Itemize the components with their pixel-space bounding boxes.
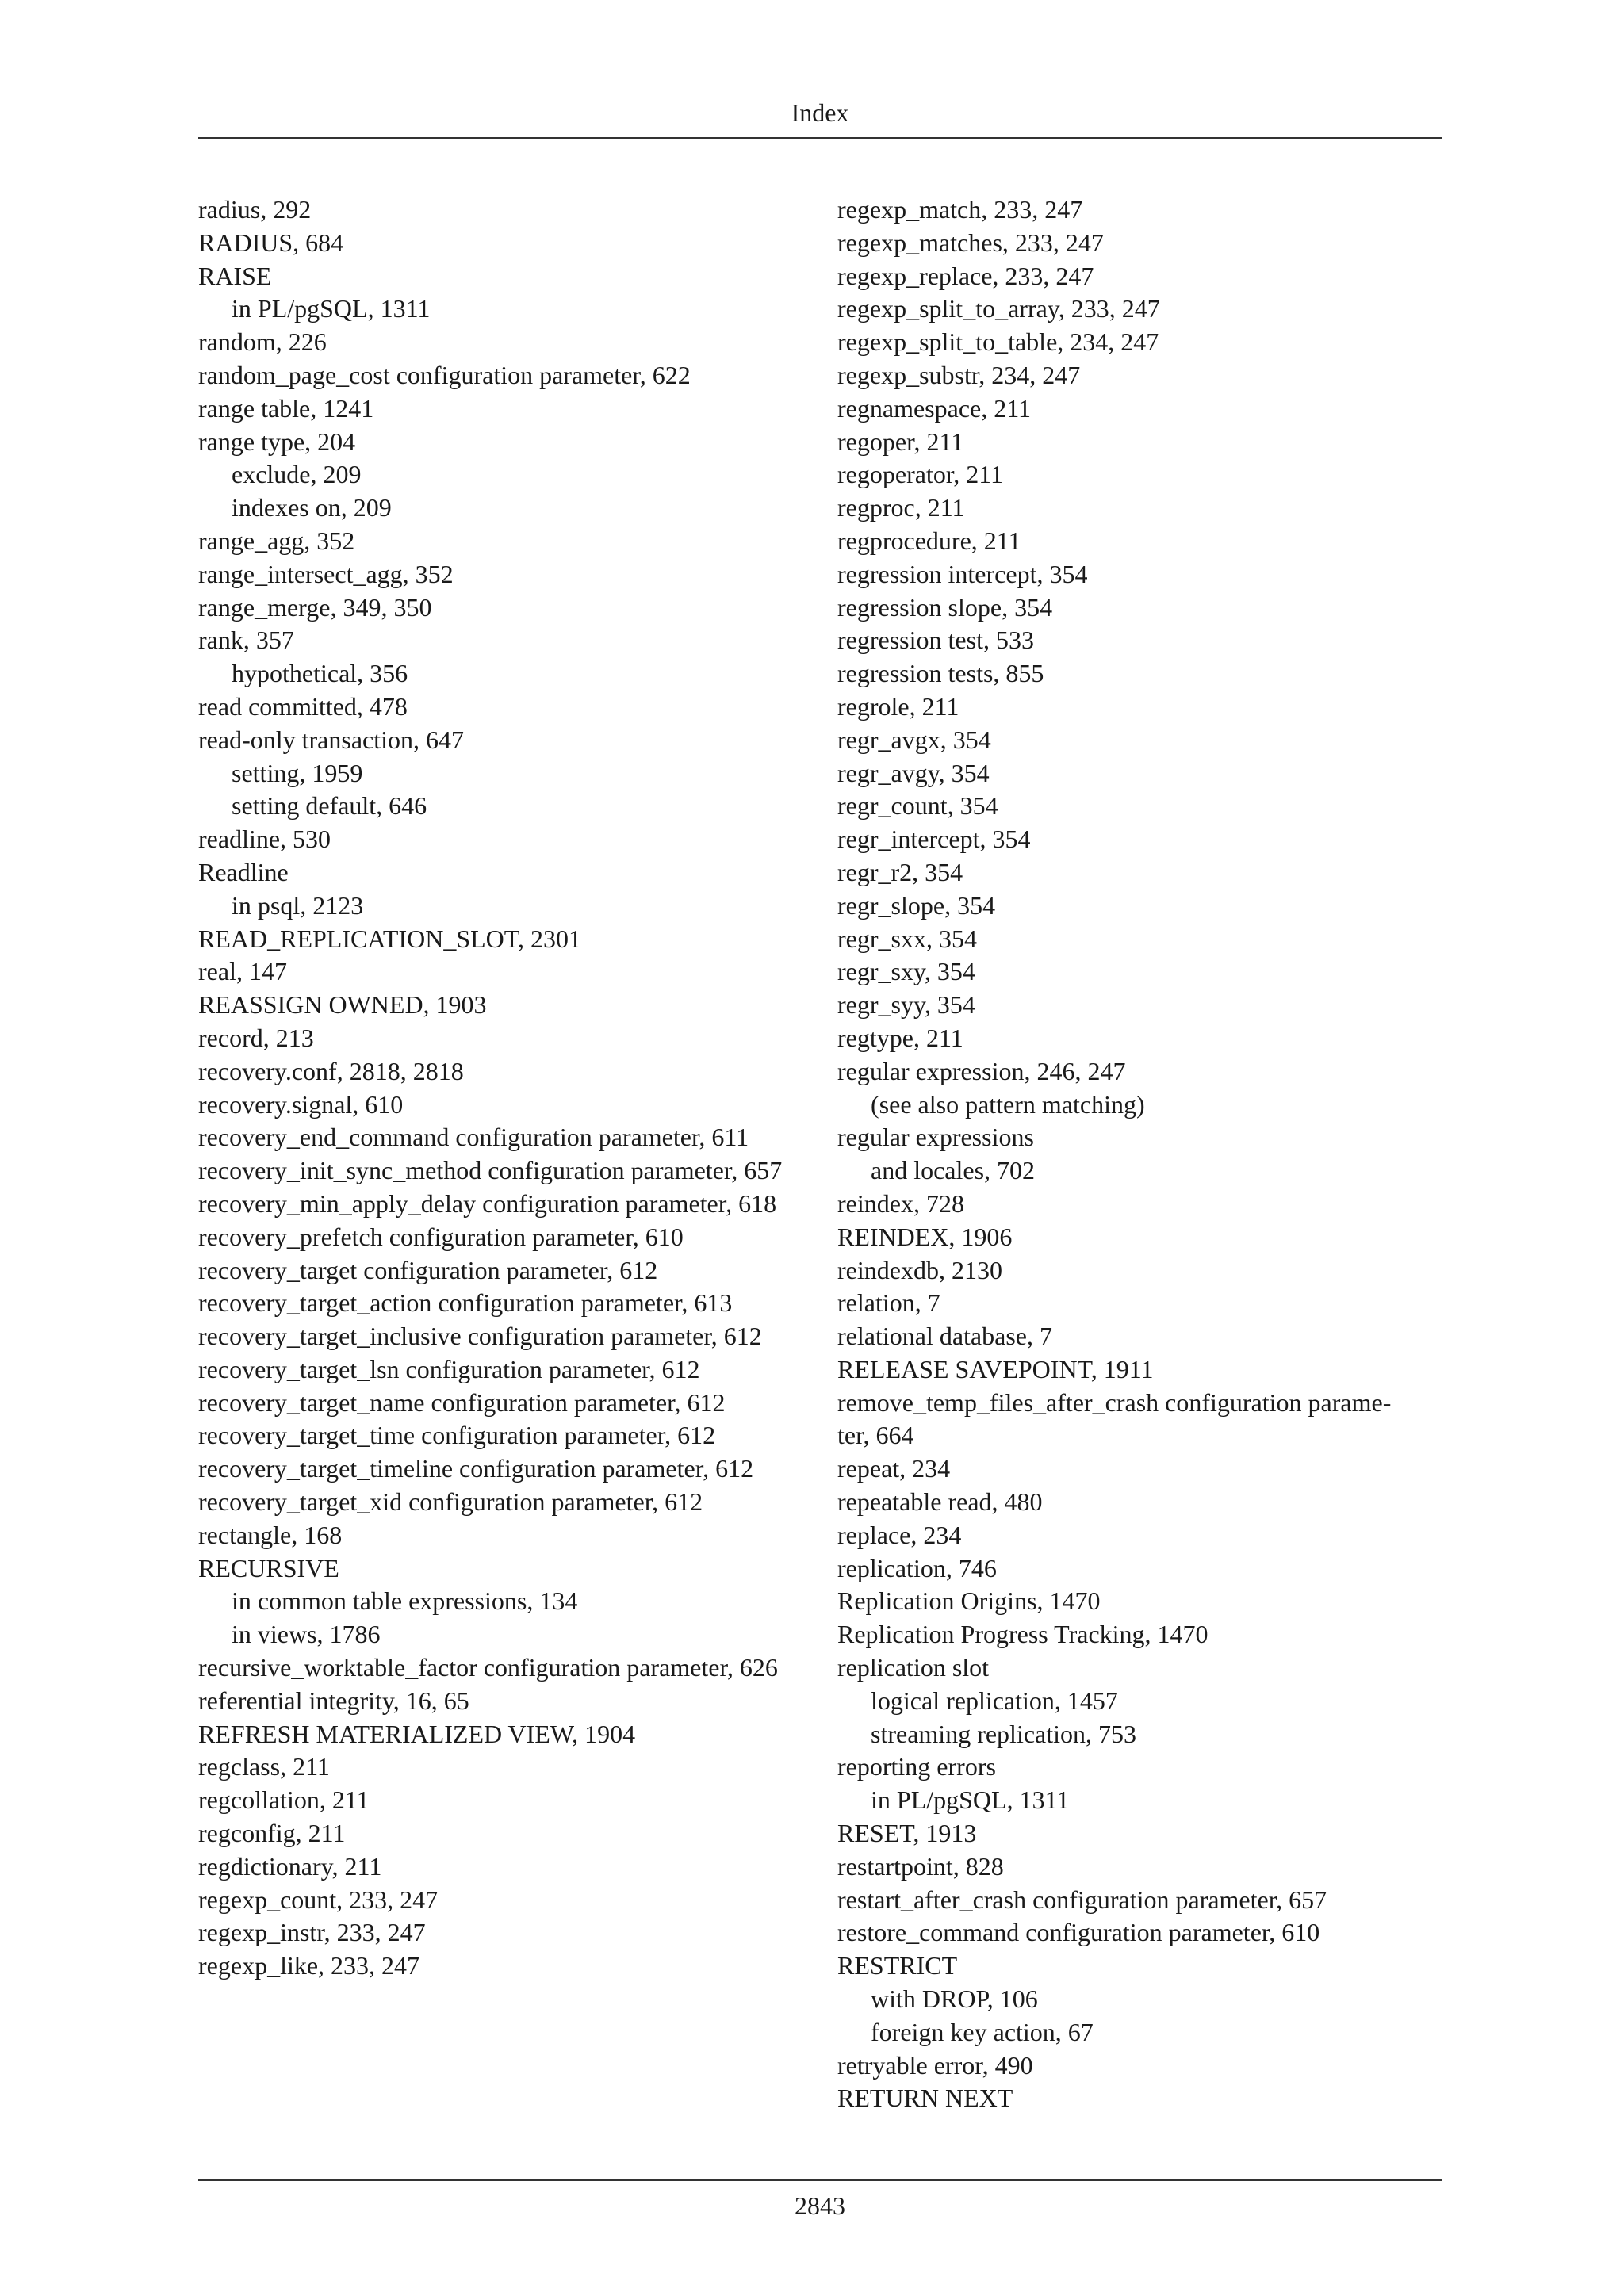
- index-entry: regular expressions: [837, 1123, 1034, 1152]
- index-entry: RAISE: [198, 261, 272, 290]
- index-entry: random_page_cost configuration parameter, 622: [198, 360, 691, 389]
- index-entry: recovery_target_inclusive configuration parameter, 612: [198, 1322, 762, 1351]
- index-entry: rank, 357: [198, 626, 294, 655]
- index-entry: reindex, 728: [837, 1188, 964, 1218]
- index-entry: regtype, 211: [837, 1023, 963, 1052]
- index-entry: RETURN NEXT: [837, 2084, 1013, 2113]
- index-subentry: setting, 1959: [232, 758, 363, 787]
- index-entry: radius, 292: [198, 195, 312, 224]
- index-subentry: in PL/pgSQL, 1311: [871, 1785, 1070, 1815]
- index-subentry: streaming replication, 753: [871, 1719, 1137, 1748]
- index-entry: regclass, 211: [198, 1752, 330, 1781]
- page-number: 2843: [795, 2191, 845, 2220]
- index-entry: regexp_split_to_table, 234, 247: [837, 327, 1159, 357]
- index-subentry: setting default, 646: [232, 791, 427, 821]
- index-entry: regprocedure, 211: [837, 526, 1021, 555]
- index-entry: READ_REPLICATION_SLOT, 2301: [198, 924, 581, 953]
- index-entry: reporting errors: [837, 1752, 996, 1781]
- index-entry: regr_slope, 354: [837, 890, 996, 920]
- index-entry: recovery.conf, 2818, 2818: [198, 1056, 464, 1085]
- footer-rule: [198, 2179, 1442, 2181]
- index-entry: relational database, 7: [837, 1322, 1052, 1351]
- index-entry: recovery_target configuration parameter, 612: [198, 1255, 658, 1284]
- index-entry: regression test, 533: [837, 626, 1034, 655]
- index-entry: referential integrity, 16, 65: [198, 1686, 469, 1715]
- index-entry: RESET, 1913: [837, 1819, 977, 1848]
- index-entry: regr_count, 354: [837, 791, 998, 821]
- index-entry: relation, 7: [837, 1288, 940, 1318]
- index-entry: regexp_matches, 233, 247: [837, 228, 1104, 257]
- index-entry: restartpoint, 828: [837, 1851, 1004, 1881]
- index-entry: regression tests, 855: [837, 659, 1044, 688]
- index-entry: RADIUS, 684: [198, 228, 344, 257]
- index-entry: regexp_match, 233, 247: [837, 195, 1083, 224]
- index-entry: regr_r2, 354: [837, 857, 963, 886]
- index-entry: range_agg, 352: [198, 526, 355, 555]
- index-entry: regr_sxx, 354: [837, 924, 977, 953]
- index-entry: regression slope, 354: [837, 592, 1053, 622]
- index-entry: range_intersect_agg, 352: [198, 559, 454, 588]
- index-entry: recovery_target_name configuration parameter, 612: [198, 1387, 726, 1417]
- index-entry: regr_intercept, 354: [837, 825, 1031, 854]
- index-entry: RESTRICT: [837, 1951, 958, 1980]
- index-subentry: exclude, 209: [232, 460, 362, 489]
- index-column-left: [198, 193, 807, 1983]
- index-entry: regexp_count, 233, 247: [198, 1885, 439, 1914]
- index-subentry: logical replication, 1457: [871, 1686, 1118, 1715]
- index-entry: regression intercept, 354: [837, 559, 1088, 588]
- index-entry: regoperator, 211: [837, 460, 1003, 489]
- index-entry: recovery_init_sync_method configuration parameter, 657: [198, 1156, 783, 1185]
- index-entry: reindexdb, 2130: [837, 1255, 1002, 1284]
- index-entry: range type, 204: [198, 427, 356, 456]
- index-entry: replication, 746: [837, 1553, 997, 1582]
- index-entry: regrole, 211: [837, 691, 959, 721]
- index-subentry: indexes on, 209: [232, 493, 392, 522]
- index-entry: RELEASE SAVEPOINT, 1911: [837, 1354, 1154, 1383]
- index-entry: repeat, 234: [837, 1454, 951, 1483]
- index-entry: replace, 234: [837, 1520, 962, 1549]
- index-entry: RECURSIVE: [198, 1553, 339, 1582]
- index-entry: regular expression, 246, 247: [837, 1056, 1126, 1085]
- index-entry: regr_syy, 354: [837, 990, 975, 1020]
- index-entry: restart_after_crash configuration parameter, 657: [837, 1885, 1327, 1914]
- index-entry: regr_sxy, 354: [837, 957, 975, 986]
- index-entry: regr_avgx, 354: [837, 725, 991, 754]
- index-subentry: in psql, 2123: [232, 890, 364, 920]
- index-column-right: [837, 193, 1446, 2115]
- index-entry: Readline: [198, 857, 289, 886]
- index-entry: regproc, 211: [837, 493, 965, 522]
- index-entry: recursive_worktable_factor configuration parameter, 626: [198, 1653, 778, 1682]
- index-subentry: in views, 1786: [232, 1620, 381, 1649]
- index-entry: remove_temp_files_after_crash configuration parame- ter, 664: [837, 1387, 1392, 1450]
- index-entry: regoper, 211: [837, 427, 964, 456]
- index-subentry: and locales, 702: [871, 1156, 1036, 1185]
- index-entry: Replication Progress Tracking, 1470: [837, 1620, 1208, 1649]
- index-entry: regdictionary, 211: [198, 1851, 382, 1881]
- index-entry: restore_command configuration parameter, 610: [837, 1918, 1320, 1947]
- index-entry: recovery_prefetch configuration parameter, 610: [198, 1222, 684, 1251]
- index-entry: regexp_like, 233, 247: [198, 1951, 420, 1980]
- index-entry: real, 147: [198, 957, 287, 986]
- index-entry: REASSIGN OWNED, 1903: [198, 990, 487, 1020]
- index-entry: recovery_target_action configuration parameter, 613: [198, 1288, 733, 1318]
- index-entry: regexp_split_to_array, 233, 247: [837, 294, 1160, 323]
- index-entry: read committed, 478: [198, 691, 408, 721]
- index-entry: REINDEX, 1906: [837, 1222, 1013, 1251]
- index-entry: record, 213: [198, 1023, 314, 1052]
- index-entry: retryable error, 490: [837, 2050, 1033, 2080]
- index-entry: regexp_replace, 233, 247: [837, 261, 1094, 290]
- index-subentry: in common table expressions, 134: [232, 1586, 578, 1616]
- index-entry: Replication Origins, 1470: [837, 1586, 1101, 1616]
- index-subentry: hypothetical, 356: [232, 659, 408, 688]
- index-entry: readline, 530: [198, 825, 331, 854]
- index-entry: random, 226: [198, 327, 327, 357]
- index-entry: recovery_target_xid configuration parameter, 612: [198, 1487, 703, 1517]
- index-entry: recovery_target_lsn configuration parameter, 612: [198, 1354, 700, 1383]
- index-entry: recovery_target_timeline configuration parameter, 612: [198, 1454, 754, 1483]
- index-entry: range table, 1241: [198, 393, 374, 423]
- index-entry: regr_avgy, 354: [837, 758, 990, 787]
- index-entry: recovery.signal, 610: [198, 1089, 404, 1119]
- index-entry: replication slot: [837, 1653, 990, 1682]
- index-entry: regexp_instr, 233, 247: [198, 1918, 426, 1947]
- index-entry: read-only transaction, 647: [198, 725, 464, 754]
- index-subentry: foreign key action, 67: [871, 2017, 1094, 2046]
- index-entry: recovery_min_apply_delay configuration parameter, 618: [198, 1188, 777, 1218]
- index-entry: range_merge, 349, 350: [198, 592, 432, 622]
- index-subentry: in PL/pgSQL, 1311: [232, 294, 431, 323]
- index-entry: recovery_target_time configuration parameter, 612: [198, 1421, 716, 1450]
- index-entry: regcollation, 211: [198, 1785, 370, 1815]
- index-entry: REFRESH MATERIALIZED VIEW, 1904: [198, 1719, 636, 1748]
- index-entry: regconfig, 211: [198, 1819, 346, 1848]
- index-subentry: with DROP, 106: [871, 1984, 1038, 2014]
- index-entry: rectangle, 168: [198, 1520, 343, 1549]
- index-entry: recovery_end_command configuration parameter, 611: [198, 1123, 749, 1152]
- index-entry: regnamespace, 211: [837, 393, 1032, 423]
- running-header: Index: [791, 98, 849, 127]
- index-subentry: (see also pattern matching): [871, 1089, 1145, 1119]
- index-entry: regexp_substr, 234, 247: [837, 360, 1081, 389]
- index-entry: repeatable read, 480: [837, 1487, 1043, 1517]
- header-rule: [198, 137, 1442, 139]
